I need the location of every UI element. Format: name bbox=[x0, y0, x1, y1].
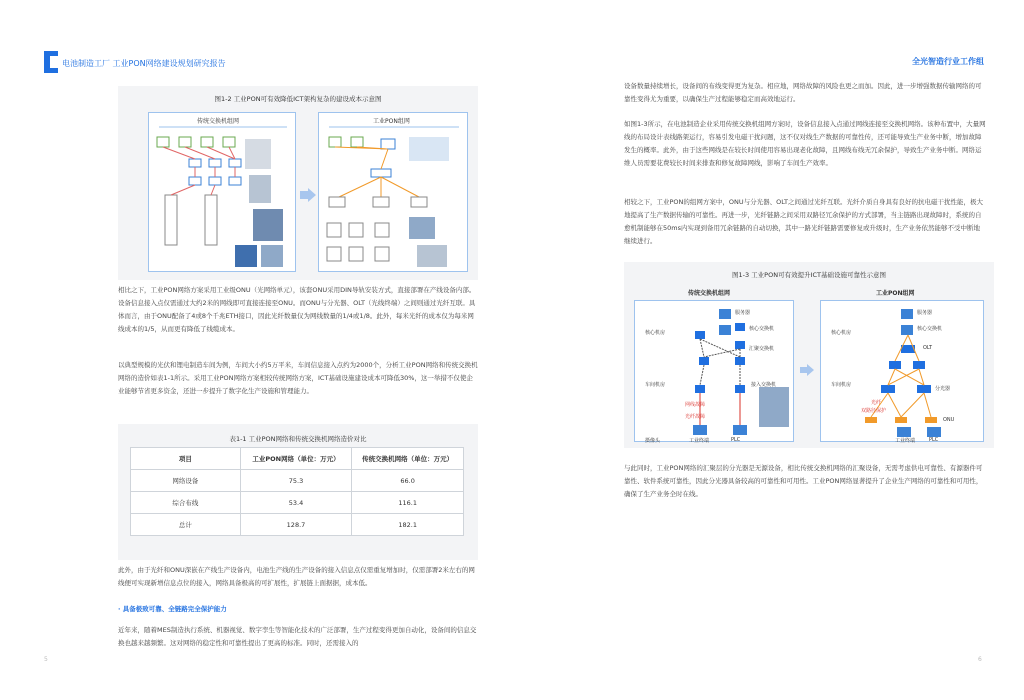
label-industrial-terminal: 工业终端 bbox=[895, 438, 916, 444]
pon-network-diagram bbox=[319, 113, 469, 273]
label-dual-path-protection: 双路径保护 bbox=[861, 408, 887, 414]
label-workshop-room: 车间机房 bbox=[645, 382, 666, 388]
page-number-left: 5 bbox=[44, 656, 48, 663]
report-logo-icon bbox=[44, 51, 58, 73]
label-plc: PLC bbox=[731, 437, 741, 443]
table-cell: 116.1 bbox=[352, 492, 464, 514]
table-cell: 总计 bbox=[131, 514, 241, 536]
table-cell: 128.7 bbox=[240, 514, 352, 536]
traditional-network-diagram bbox=[149, 113, 297, 273]
table-row bbox=[131, 470, 464, 492]
right-paragraph-1: 设备数量持续增长，设备间的布线变得更为复杂。相应地，网络故障的风险也更之而加。因此，进一步增强数据传输网络的可靠性变得尤为重要，以确保生产过程能够稳定而高效地运行。 bbox=[624, 82, 982, 103]
table-cell: 66.0 bbox=[352, 470, 464, 492]
table-header-cell: 项目 bbox=[131, 448, 241, 470]
left-paragraph-2: 以典型规模的光伏和锂电制造车间为例，车间大小约5万平米，车间信息接入点约为2000个，分析工业PON网络和传统交换机网络的造价如表1-1所示。采用工业PON网络方案相较传统网络方案，ICT基础设施建设成本可降低30%，这一举措不仅使企业能够节省更多资金，还进一步提升了数字化生产设施和管理能力。 bbox=[118, 361, 478, 395]
label-workshop-room: 车间机房 bbox=[831, 382, 852, 388]
figure-1-2-left-panel-title: 传统交换机组网 bbox=[197, 118, 240, 125]
label-core-switch: 核心交换机 bbox=[749, 326, 775, 332]
left-paragraph-1: 相比之下，工业PON网络方案采用工业级ONU（光网络单元），该套ONU采用DIN导轨安装方式，直接部署在产线设备内部。设备信息接入点仅需通过大约2米的网线即可直接连接至ONU。而ONU与分光器、OLT（光线终端）之间则通过光纤互联。具体而言，由于ONU配备了4或8个千兆ETH接口，因此光纤数量仅为网线数量的1/4或1/8。此外，每米光纤的成本仅为每米网线成本的1/5，从而更有降低了线缆成本。 bbox=[118, 286, 476, 333]
table-cell: 综合布线 bbox=[131, 492, 241, 514]
figure-1-3-right-panel-title: 工业PON组网 bbox=[876, 290, 915, 297]
table-1-1-title: 表1-1 工业PON网络和传统交换机网络造价对比 bbox=[229, 435, 367, 443]
figure-1-3-left-panel bbox=[634, 300, 794, 442]
label-camera: 摄像头 bbox=[645, 438, 661, 444]
right-paragraph-2: 如图1-3所示，在电池制造企业采用传统交换机组网方案时，设备信息接入点通过网线连接至交换机网络。该种布置中，大量网线的布局设计表线路架运行，容易引发电磁干扰问题，这不仅对线生产数据的可靠性传，还可能导致生产业务中断，增加故障发生的概率。此外，由于这些网线是在较长时间使用容易出现老化故障，且网线布线无冗余保护，导致生产业务中断。网络运维人员需要花费较长时间来排查和修复故障网线，影响了车间生产效率。 bbox=[624, 120, 986, 167]
traditional-reliability-diagram bbox=[635, 301, 795, 443]
figure-1-2-right-panel bbox=[318, 112, 468, 272]
table-row bbox=[131, 514, 464, 536]
table-header-cell: 工业PON网络（单位：万元） bbox=[240, 448, 352, 470]
figure-1-3-right-panel bbox=[820, 300, 984, 442]
label-access-switch: 接入交换机 bbox=[751, 382, 777, 388]
report-header-title: 电池制造工厂 工业PON网络建设规划研究报告 bbox=[62, 59, 226, 68]
figure-1-2-title: 图1-2 工业PON可有效降低ICT架构复杂的建设成本示意图 bbox=[214, 95, 382, 103]
figure-1-2 bbox=[118, 86, 478, 280]
table-header-row bbox=[131, 448, 464, 470]
table-cell: 75.3 bbox=[240, 470, 352, 492]
figure-1-3-left-panel-title: 传统交换机组网 bbox=[688, 290, 731, 297]
report-header-right: 全光智造行业工作组 bbox=[912, 57, 984, 66]
table-cell: 182.1 bbox=[352, 514, 464, 536]
right-page bbox=[512, 0, 1024, 700]
label-olt: OLT bbox=[923, 345, 933, 351]
label-core-room: 核心机房 bbox=[831, 330, 852, 336]
section-heading-reliability: · 具备极致可靠、全链路完全保护能力 bbox=[118, 605, 227, 613]
table-cell: 网络设备 bbox=[131, 470, 241, 492]
page-number-right: 6 bbox=[978, 656, 982, 663]
label-fiber: 光纤 bbox=[871, 400, 882, 406]
cost-comparison-table bbox=[130, 447, 464, 536]
table-row bbox=[131, 492, 464, 514]
figure-1-3-title: 图1-3 工业PON可有效提升ICT基础设施可靠性示意图 bbox=[731, 271, 886, 279]
arrow-right-icon bbox=[300, 188, 316, 202]
table-header-cell: 传统交换机网络（单位：万元） bbox=[352, 448, 464, 470]
arrow-right-icon bbox=[800, 364, 814, 376]
label-core-room: 核心机房 bbox=[645, 330, 666, 336]
label-plc: PLC bbox=[929, 437, 939, 443]
figure-1-2-left-panel bbox=[148, 112, 296, 272]
label-core-switch: 核心交换机 bbox=[917, 326, 943, 332]
label-server: 服务器 bbox=[917, 310, 933, 316]
label-industrial-terminal: 工业终端 bbox=[689, 438, 710, 444]
table-cell: 53.4 bbox=[240, 492, 352, 514]
left-paragraph-3: 此外，由于光纤和ONU深嵌在产线生产设备内，电池生产线的生产设备的接入信息点仅需重复增加时，仅需部署2米左右的网线便可实现新增信息点位的接入，网络具备极高的可扩展性，扩展链上面据据，成本低。 bbox=[118, 566, 475, 587]
left-paragraph-4: 近年来，随着MES制造执行系统、机器视觉、数字孪生等智能化技术的广泛部署，生产过程变得更加自动化，设备间的信息交换也越来越频繁。这对网络的稳定性和可靠性提出了更高的标准。同时，还需接入的 bbox=[118, 626, 477, 647]
right-paragraph-4: 与此同时，工业PON网络的汇聚层的分光器是无源设备，相比传统交换机网络的汇聚设备，无需考虑供电可靠性、有源器件可靠性、软件系统可靠性，因此分光器具备较高的可靠性和可用性。工业PON网络显著提升了企业生产网络的可靠性和可用性，确保了生产业务全时在线。 bbox=[624, 464, 983, 498]
label-server: 服务器 bbox=[735, 310, 751, 316]
label-splitter: 分光器 bbox=[935, 386, 951, 392]
right-paragraph-3: 相较之下，工业PON的组网方案中，ONU与分光器、OLT之间通过光纤互联。光纤介质自身具有良好的抗电磁干扰性能，极大地提高了生产数据传输的可靠性。再进一步，光纤链路之间采用双路径冗余保护的方式部署，当主链路出现故障时，系统的自愈机制能够在50ms内实现到备用冗余链路的自动切换，其中一路光纤链路需要修复或升级时，生产业务依然能够不受中断地继续进行。 bbox=[624, 198, 983, 245]
label-cable-fault: 网线故障 bbox=[685, 402, 706, 408]
figure-1-2-right-panel-title: 工业PON组网 bbox=[373, 118, 410, 125]
label-fiber-fault: 光纤故障 bbox=[685, 414, 706, 420]
label-onu: ONU bbox=[943, 417, 955, 423]
pon-reliability-diagram bbox=[821, 301, 985, 443]
figure-1-3 bbox=[624, 262, 994, 448]
label-agg-switch: 汇聚交换机 bbox=[749, 346, 775, 352]
